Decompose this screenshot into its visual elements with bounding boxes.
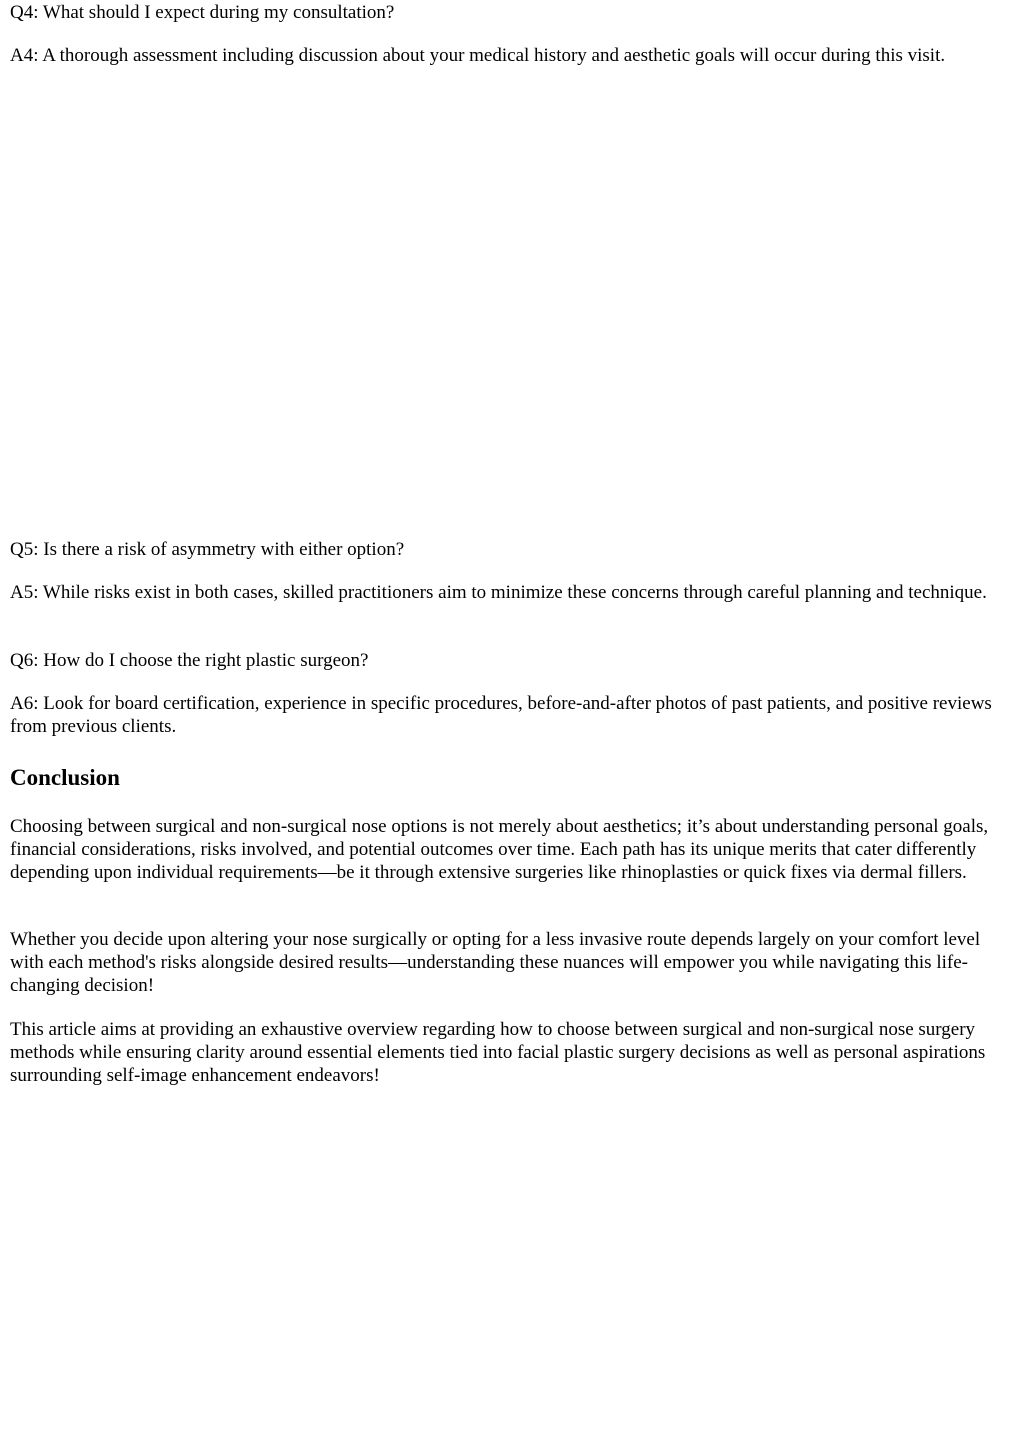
conclusion-paragraph: Choosing between surgical and non-surgical nose options is not merely about aesthetics; it’s about understanding personal goals, financial considerations, risks involved, and potential outcomes over time. Each path has its unique merits that cater differently depending upon individual requirements—be it through extensive surgeries like rhinoplasties or quick fixes via dermal fillers. [10, 816, 989, 883]
faq-answer-6: A6: Look for board certification, experience in specific procedures, before-and-after photos of past patients, and positive reviews from previous clients. [10, 693, 992, 737]
faq-answer-5: A5: While risks exist in both cases, skilled practitioners aim to minimize these concerns through careful planning and technique. [10, 582, 987, 603]
blank-content-area [10, 96, 1014, 526]
conclusion-paragraph: This article aims at providing an exhaustive overview regarding how to choose between surgical and non-surgical nose surgery methods while ensuring clarity around essential elements tied into facial plastic surgery decisions as well as personal aspirations surrounding self-image enhancement endeavors! [10, 1019, 986, 1086]
faq-question-5: Q5: Is there a risk of asymmetry with either option? [10, 539, 405, 560]
faq-answer-4: A4: A thorough assessment including discussion about your medical history and aesthetic goals will occur during this visit. [10, 45, 946, 66]
conclusion-paragraph: Whether you decide upon altering your nose surgically or opting for a less invasive route depends largely on your comfort level with each method's risks alongside desired results—understanding these nuances will empower you while navigating this life-changing decision! [10, 929, 981, 996]
conclusion-heading: Conclusion [10, 765, 120, 790]
faq-question-4: Q4: What should I expect during my consultation? [10, 2, 395, 23]
faq-question-6: Q6: How do I choose the right plastic surgeon? [10, 650, 369, 671]
